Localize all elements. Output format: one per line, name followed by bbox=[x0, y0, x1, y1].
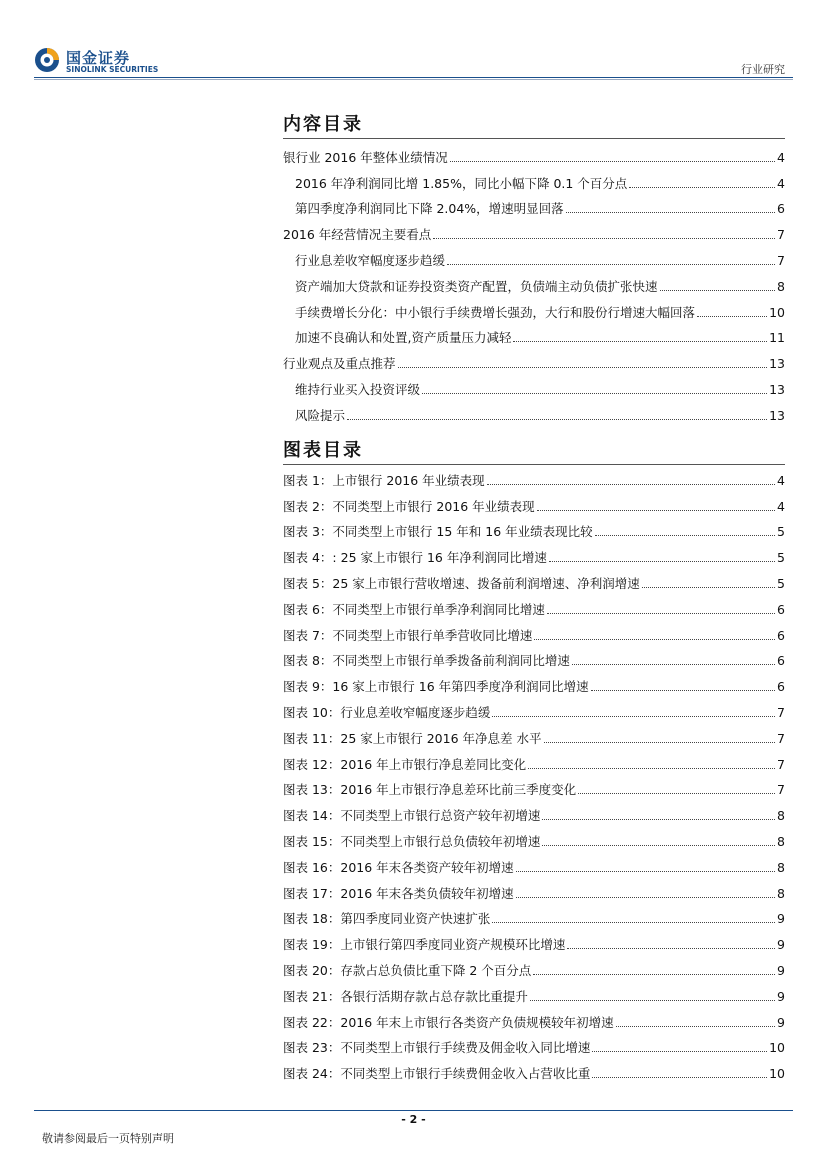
figure-entry-title: 图表 24：不同类型上市银行手续费佣金收入占营收比重 bbox=[283, 1066, 591, 1082]
figure-entry-title: 图表 1：上市银行 2016 年业绩表现 bbox=[283, 472, 485, 488]
figure-entry-page: 5 bbox=[777, 524, 785, 540]
figure-entry[interactable] bbox=[283, 824, 785, 850]
toc-entry-title: 维持行业买入投资评级 bbox=[295, 381, 421, 397]
dot-leader bbox=[534, 639, 775, 640]
dot-leader bbox=[591, 690, 775, 691]
header-divider-secondary bbox=[34, 79, 793, 80]
toc-entry[interactable] bbox=[283, 192, 785, 218]
dot-leader bbox=[572, 664, 775, 665]
figure-entry-page: 8 bbox=[777, 808, 785, 824]
figure-entry-page: 9 bbox=[777, 962, 785, 978]
dot-leader bbox=[516, 897, 775, 898]
figure-entry-page: 10 bbox=[769, 1040, 785, 1056]
figure-entry-page: 6 bbox=[777, 679, 785, 695]
toc-entry-page: 11 bbox=[769, 330, 785, 346]
dot-leader bbox=[422, 393, 767, 394]
dot-leader bbox=[566, 212, 775, 213]
figure-entry-page: 9 bbox=[777, 1014, 785, 1030]
figure-entry-title: 图表 22：2016 年末上市银行各类资产负债规模较年初增速 bbox=[283, 1014, 614, 1030]
toc-entry-page: 7 bbox=[777, 252, 785, 268]
figure-entry-page: 9 bbox=[777, 937, 785, 953]
toc-entry[interactable] bbox=[283, 166, 785, 192]
figure-entry-title: 图表 4：: 25 家上市银行 16 年净利润同比增速 bbox=[283, 550, 547, 566]
figure-entry[interactable] bbox=[283, 721, 785, 747]
toc-entry[interactable] bbox=[283, 346, 785, 372]
figure-entry-title: 图表 17：2016 年末各类负债较年初增速 bbox=[283, 885, 514, 901]
logo-english-name: SINOLINK SECURITIES bbox=[66, 65, 159, 74]
dot-leader bbox=[537, 510, 775, 511]
header-divider bbox=[34, 77, 793, 78]
figure-entry[interactable] bbox=[283, 695, 785, 721]
dot-leader bbox=[629, 187, 775, 188]
figure-entry-title: 图表 16：2016 年末各类资产较年初增速 bbox=[283, 859, 514, 875]
page-number: - 2 - bbox=[401, 1113, 426, 1126]
figure-entry-page: 6 bbox=[777, 601, 785, 617]
figure-entry[interactable] bbox=[283, 747, 785, 773]
dot-leader bbox=[492, 716, 775, 717]
dot-leader bbox=[567, 948, 775, 949]
figure-entry-title: 图表 19：上市银行第四季度同业资产规模环比增速 bbox=[283, 937, 566, 953]
toc-entry-page: 13 bbox=[769, 381, 785, 397]
figure-entry[interactable] bbox=[283, 927, 785, 953]
figure-entry[interactable] bbox=[283, 798, 785, 824]
dot-leader bbox=[347, 419, 767, 420]
toc-entry-page: 4 bbox=[777, 149, 785, 165]
toc-entry[interactable] bbox=[283, 372, 785, 398]
figure-entry[interactable] bbox=[283, 850, 785, 876]
dot-leader bbox=[492, 922, 775, 923]
toc-entry-title: 资产端加大贷款和证券投资类资产配置，负债端主动负债扩张快速 bbox=[295, 278, 658, 294]
figure-entry[interactable] bbox=[283, 592, 785, 618]
toc-entry[interactable] bbox=[283, 140, 785, 166]
figure-entry[interactable] bbox=[283, 979, 785, 1005]
figure-entry[interactable] bbox=[283, 902, 785, 928]
toc-entry-title: 行业息差收窄幅度逐步趋缓 bbox=[295, 252, 446, 268]
figure-entry[interactable] bbox=[283, 515, 785, 541]
dot-leader bbox=[398, 367, 768, 368]
dot-leader bbox=[447, 264, 775, 265]
figure-entry-page: 7 bbox=[777, 704, 785, 720]
figure-entry-title: 图表 7：不同类型上市银行单季营收同比增速 bbox=[283, 627, 533, 643]
dot-leader bbox=[528, 768, 775, 769]
toc-entry[interactable] bbox=[283, 295, 785, 321]
figure-entry[interactable] bbox=[283, 1056, 785, 1082]
toc-entry-title: 加速不良确认和处置,资产质量压力减轻 bbox=[295, 330, 512, 346]
figure-entry-title: 图表 15：不同类型上市银行总负债较年初增速 bbox=[283, 833, 541, 849]
figure-entry-page: 6 bbox=[777, 627, 785, 643]
figure-entry-page: 5 bbox=[777, 575, 785, 591]
figure-entry[interactable] bbox=[283, 1005, 785, 1031]
dot-leader bbox=[697, 316, 767, 317]
toc-title-rule bbox=[283, 138, 785, 139]
figure-entry-page: 9 bbox=[777, 911, 785, 927]
footer-divider bbox=[34, 1110, 793, 1111]
dot-leader bbox=[542, 819, 775, 820]
figure-entry-page: 5 bbox=[777, 550, 785, 566]
figure-entry[interactable] bbox=[283, 566, 785, 592]
figure-entry-page: 8 bbox=[777, 859, 785, 875]
figure-entry[interactable] bbox=[283, 618, 785, 644]
dot-leader bbox=[549, 561, 775, 562]
toc-entry[interactable] bbox=[283, 398, 785, 424]
figure-entry-page: 4 bbox=[777, 498, 785, 514]
dot-leader bbox=[487, 484, 775, 485]
figure-entry-title: 图表 9：16 家上市银行 16 年第四季度净利润同比增速 bbox=[283, 679, 589, 695]
figure-entry-title: 图表 2：不同类型上市银行 2016 年业绩表现 bbox=[283, 498, 535, 514]
figure-entry[interactable] bbox=[283, 669, 785, 695]
logo-chinese-name: 国金证券 bbox=[66, 49, 131, 67]
toc-entry-page: 13 bbox=[769, 356, 785, 372]
figure-entry-title: 图表 8：不同类型上市银行单季拨备前利润同比增速 bbox=[283, 653, 570, 669]
toc-entry[interactable] bbox=[283, 269, 785, 295]
toc-entry[interactable] bbox=[283, 321, 785, 347]
dot-leader bbox=[513, 341, 767, 342]
figure-entry-title: 图表 6：不同类型上市银行单季净利润同比增速 bbox=[283, 601, 545, 617]
disclaimer-note: 敬请参阅最后一页特别声明 bbox=[42, 1132, 174, 1145]
figure-entry-title: 图表 21：各银行活期存款占总存款比重提升 bbox=[283, 988, 528, 1004]
page-header bbox=[0, 0, 827, 80]
figure-entry[interactable] bbox=[283, 876, 785, 902]
figure-entry-page: 8 bbox=[777, 833, 785, 849]
dot-leader bbox=[616, 1026, 775, 1027]
dot-leader bbox=[544, 742, 776, 743]
toc-entry-page: 13 bbox=[769, 407, 785, 423]
toc-entry-title: 风险提示 bbox=[295, 407, 346, 423]
dot-leader bbox=[642, 587, 775, 588]
toc-entry-page: 6 bbox=[777, 201, 785, 217]
toc-entry[interactable] bbox=[283, 243, 785, 269]
figure-entry-title: 图表 13：2016 年上市银行净息差环比前三季度变化 bbox=[283, 782, 577, 798]
dot-leader bbox=[533, 974, 775, 975]
figure-entry[interactable] bbox=[283, 489, 785, 515]
toc-entry-title: 手续费增长分化：中小银行手续费增长强劲，大行和股份行增速大幅回落 bbox=[295, 304, 696, 320]
figures-toc-list bbox=[283, 463, 785, 1082]
dot-leader bbox=[595, 535, 775, 536]
figure-entry-page: 6 bbox=[777, 653, 785, 669]
figure-entry[interactable] bbox=[283, 1031, 785, 1057]
toc-entry-page: 10 bbox=[769, 304, 785, 320]
figure-entry-title: 图表 10：行业息差收窄幅度逐步趋缓 bbox=[283, 704, 491, 720]
figure-entry-title: 图表 3：不同类型上市银行 15 年和 16 年业绩表现比较 bbox=[283, 524, 593, 540]
toc-title: 内容目录 bbox=[283, 114, 363, 135]
figure-entry-page: 8 bbox=[777, 885, 785, 901]
toc-entry-title: 行业观点及重点推荐 bbox=[283, 356, 396, 372]
figure-entry[interactable] bbox=[283, 540, 785, 566]
dot-leader bbox=[542, 845, 775, 846]
figure-entry-title: 图表 12：2016 年上市银行净息差同比变化 bbox=[283, 756, 527, 772]
dot-leader bbox=[433, 238, 775, 239]
dot-leader bbox=[578, 793, 775, 794]
dot-leader bbox=[592, 1051, 767, 1052]
figure-entry[interactable] bbox=[283, 953, 785, 979]
figure-entry-title: 图表 18：第四季度同业资产快速扩张 bbox=[283, 911, 491, 927]
figure-entry-title: 图表 14：不同类型上市银行总资产较年初增速 bbox=[283, 808, 541, 824]
figure-entry-page: 7 bbox=[777, 782, 785, 798]
figure-entry-page: 7 bbox=[777, 756, 785, 772]
content-toc-list bbox=[283, 140, 785, 424]
figures-toc-title: 图表目录 bbox=[283, 440, 363, 461]
dot-leader bbox=[516, 871, 775, 872]
figure-entry[interactable] bbox=[283, 644, 785, 670]
dot-leader bbox=[592, 1077, 767, 1078]
toc-entry-title: 2016 年净利润同比增 1.85%，同比小幅下降 0.1 个百分点 bbox=[295, 175, 628, 191]
report-category: 行业研究 bbox=[741, 63, 785, 76]
dot-leader bbox=[547, 613, 775, 614]
figure-entry-page: 4 bbox=[777, 472, 785, 488]
toc-entry[interactable] bbox=[283, 217, 785, 243]
dot-leader bbox=[450, 161, 775, 162]
figure-entry-title: 图表 23：不同类型上市银行手续费及佣金收入同比增速 bbox=[283, 1040, 591, 1056]
toc-entry-page: 4 bbox=[777, 175, 785, 191]
toc-entry-page: 7 bbox=[777, 227, 785, 243]
toc-entry-page: 8 bbox=[777, 278, 785, 294]
figure-entry[interactable] bbox=[283, 773, 785, 799]
toc-entry-title: 第四季度净利润同比下降 2.04%，增速明显回落 bbox=[295, 201, 564, 217]
figure-entry-page: 9 bbox=[777, 988, 785, 1004]
dot-leader bbox=[660, 290, 776, 291]
figure-entry-title: 图表 11：25 家上市银行 2016 年净息差 水平 bbox=[283, 730, 542, 746]
figure-entry-title: 图表 5：25 家上市银行营收增速、拨备前利润增速、净利润增速 bbox=[283, 575, 640, 591]
dot-leader bbox=[530, 1000, 775, 1001]
figure-entry-title: 图表 20：存款占总负债比重下降 2 个百分点 bbox=[283, 962, 532, 978]
toc-entry-title: 银行业 2016 年整体业绩情况 bbox=[283, 149, 448, 165]
figure-entry-page: 7 bbox=[777, 730, 785, 746]
toc-entry-title: 2016 年经营情况主要看点 bbox=[283, 227, 432, 243]
figure-entry[interactable] bbox=[283, 463, 785, 489]
company-logo bbox=[34, 47, 164, 77]
logo-mark-icon bbox=[34, 47, 60, 73]
figure-entry-page: 10 bbox=[769, 1066, 785, 1082]
